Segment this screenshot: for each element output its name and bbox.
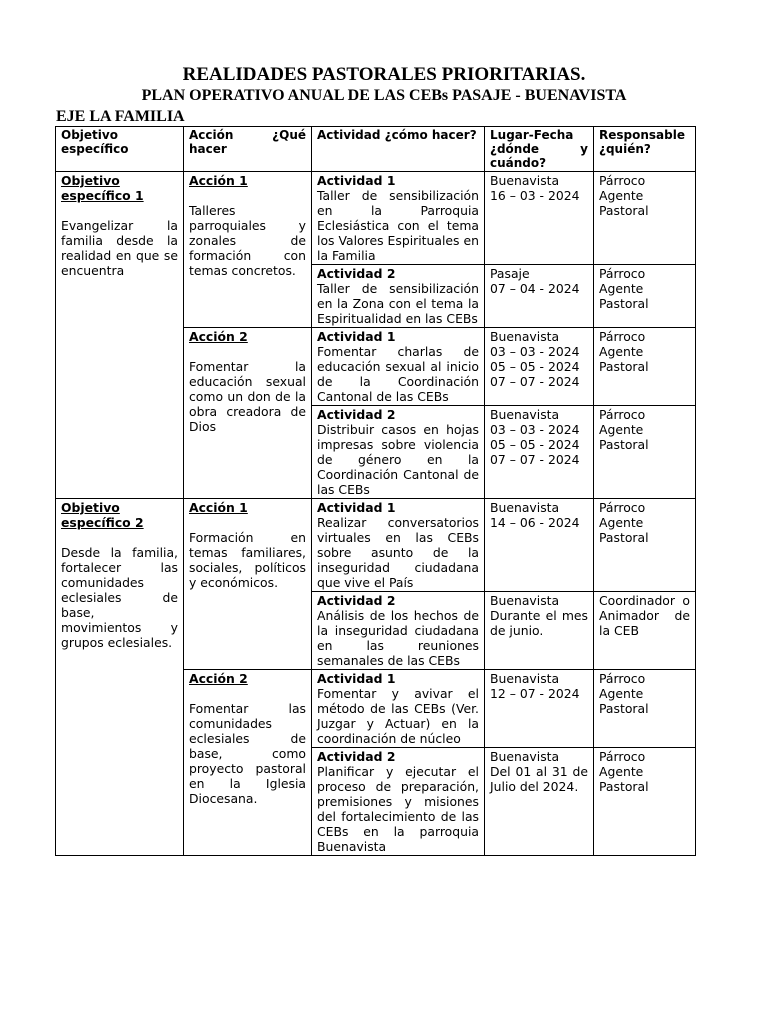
header-objetivo: Objetivo específico xyxy=(56,127,184,172)
actividad-text: Planificar y ejecutar el proceso de preparación, premisiones y misiones del fortalecimiento de las CEBs en la parroquia Buenavista xyxy=(317,764,479,854)
table-header-row xyxy=(56,127,696,172)
table-row xyxy=(56,172,696,265)
objetivo-cell xyxy=(56,172,184,499)
actividad-label: Actividad 1 xyxy=(317,671,396,686)
plan-table xyxy=(55,126,696,856)
actividad-cell xyxy=(312,328,485,406)
responsable-cell: Párroco Agente Pastoral xyxy=(594,265,696,328)
responsable-cell: Párroco Agente Pastoral xyxy=(594,328,696,406)
header-actividad: Actividad ¿cómo hacer? xyxy=(312,127,485,172)
accion-label: Acción 1 xyxy=(189,173,248,188)
lugar-fecha-cell: Buenavista 14 – 06 - 2024 xyxy=(485,499,594,592)
document-subtitle: PLAN OPERATIVO ANUAL DE LAS CEBs PASAJE - BUENAVISTA xyxy=(141,87,627,104)
objetivo-text: Evangelizar la familia desde la realidad en que se encuentra xyxy=(61,218,178,278)
actividad-cell xyxy=(312,265,485,328)
responsable-cell: Párroco Agente Pastoral xyxy=(594,748,696,856)
accion-label: Acción 1 xyxy=(189,500,248,515)
objetivo-label: Objetivo específico 1 xyxy=(61,173,144,203)
actividad-cell xyxy=(312,499,485,592)
actividad-text: Análisis de los hechos de la inseguridad ciudadana en las reuniones semanales de las CEBs xyxy=(317,608,479,668)
accion-cell xyxy=(184,328,312,499)
objetivo-text: Desde la familia, fortalecer las comunidades eclesiales de base, movimientos y grupos eclesiales. xyxy=(61,545,178,650)
actividad-cell xyxy=(312,172,485,265)
lugar-fecha-cell: Buenavista 16 – 03 - 2024 xyxy=(485,172,594,265)
responsable-cell: Párroco Agente Pastoral xyxy=(594,172,696,265)
responsable-cell: Párroco Agente Pastoral xyxy=(594,670,696,748)
accion-text: Fomentar las comunidades eclesiales de base, como proyecto pastoral en la Iglesia Diocesana. xyxy=(189,701,306,806)
lugar-fecha-cell: Buenavista 12 – 07 - 2024 xyxy=(485,670,594,748)
accion-text: Formación en temas familiares, sociales, políticos y económicos. xyxy=(189,530,306,590)
objetivo-cell xyxy=(56,499,184,856)
responsable-cell: Párroco Agente Pastoral xyxy=(594,406,696,499)
header-lugar: Lugar-Fecha ¿dónde y cuándo? xyxy=(485,127,594,172)
actividad-text: Taller de sensibilización en la Parroquia Eclesiástica con el tema los Valores Espirituales en la Familia xyxy=(317,188,479,263)
actividad-text: Fomentar charlas de educación sexual al inicio de la Coordinación Cantonal de las CEBs xyxy=(317,344,479,404)
lugar-fecha-cell: Buenavista 03 – 03 - 2024 05 – 05 - 2024 07 – 07 - 2024 xyxy=(485,328,594,406)
objetivo-label: Objetivo específico 2 xyxy=(61,500,144,530)
document-title: REALIDADES PASTORALES PRIORITARIAS. xyxy=(182,64,586,85)
accion-cell xyxy=(184,670,312,856)
actividad-text: Fomentar y avivar el método de las CEBs (Ver. Juzgar y Actuar) en la coordinación de núcleo xyxy=(317,686,479,746)
lugar-fecha-cell: Buenavista 03 – 03 - 2024 05 – 05 - 2024 07 – 07 - 2024 xyxy=(485,406,594,499)
header-accion: Acción ¿Qué hacer xyxy=(184,127,312,172)
lugar-fecha-cell: Buenavista Durante el mes de junio. xyxy=(485,592,594,670)
actividad-label: Actividad 1 xyxy=(317,173,396,188)
actividad-label: Actividad 2 xyxy=(317,749,396,764)
actividad-label: Actividad 1 xyxy=(317,329,396,344)
actividad-label: Actividad 2 xyxy=(317,266,396,281)
lugar-fecha-cell: Buenavista Del 01 al 31 de Julio del 2024. xyxy=(485,748,594,856)
accion-cell xyxy=(184,499,312,670)
actividad-label: Actividad 2 xyxy=(317,593,396,608)
responsable-cell: Coordinador o Animador de la CEB xyxy=(594,592,696,670)
lugar-fecha-cell: Pasaje 07 – 04 - 2024 xyxy=(485,265,594,328)
accion-text: Talleres parroquiales y zonales de formación con temas concretos. xyxy=(189,203,306,278)
header-responsable: Responsable ¿quién? xyxy=(594,127,696,172)
actividad-text: Realizar conversatorios virtuales en las CEBs sobre asunto de la inseguridad ciudadana que vive el País xyxy=(317,515,479,590)
accion-label: Acción 2 xyxy=(189,329,248,344)
actividad-label: Actividad 1 xyxy=(317,500,396,515)
actividad-cell xyxy=(312,592,485,670)
accion-text: Fomentar la educación sexual como un don de la obra creadora de Dios xyxy=(189,359,306,434)
actividad-cell xyxy=(312,406,485,499)
responsable-cell: Párroco Agente Pastoral xyxy=(594,499,696,592)
section-heading: EJE LA FAMILIA xyxy=(56,108,185,125)
actividad-cell xyxy=(312,748,485,856)
table-row xyxy=(56,499,696,592)
accion-cell xyxy=(184,172,312,328)
actividad-cell xyxy=(312,670,485,748)
accion-label: Acción 2 xyxy=(189,671,248,686)
actividad-label: Actividad 2 xyxy=(317,407,396,422)
actividad-text: Taller de sensibilización en la Zona con el tema la Espiritualidad en las CEBs xyxy=(317,281,479,326)
actividad-text: Distribuir casos en hojas impresas sobre violencia de género en la Coordinación Cantonal de las CEBs xyxy=(317,422,479,497)
